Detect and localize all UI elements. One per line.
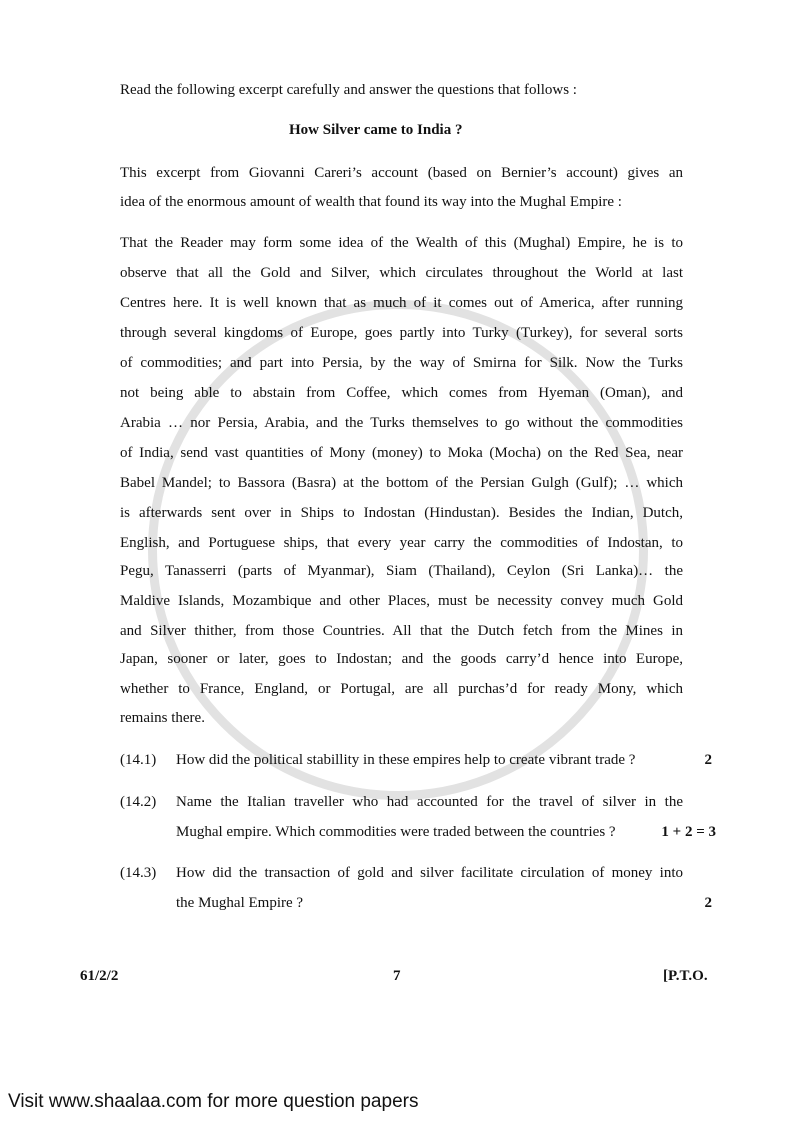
excerpt-line: Maldive Islands, Mozambique and other Places, must be necessity convey much Gold xyxy=(120,593,683,609)
excerpt-line: of India, send vast quantities of Mony (money) to Moka (Mocha) on the Red Sea, near xyxy=(120,445,683,461)
intro-line: This excerpt from Giovanni Careri’s account (based on Bernier’s account) gives an xyxy=(120,165,683,181)
paper-code: 61/2/2 xyxy=(80,968,119,984)
excerpt-line: whether to France, England, or Portugal, are all purchas’d for ready Mony, which xyxy=(120,681,683,697)
excerpt-line: Pegu, Tanasserri (parts of Myanmar), Siam (Thailand), Ceylon (Sri Lanka)… the xyxy=(120,563,683,579)
pto-label: [P.T.O. xyxy=(663,968,708,984)
excerpt-line: of commodities; and part into Persia, by the way of Smirna for Silk. Now the Turks xyxy=(120,355,683,371)
excerpt-title: How Silver came to India ? xyxy=(289,122,463,138)
question-marks: 2 xyxy=(704,752,712,768)
excerpt-line: through several kingdoms of Europe, goes partly into Turky (Turkey), for several sorts xyxy=(120,325,683,341)
excerpt-line: English, and Portuguese ships, that every year carry the commodities of Indostan, to xyxy=(120,535,683,551)
question-number: (14.3) xyxy=(120,865,157,881)
excerpt-line: is afterwards sent over in Ships to Indostan (Hindustan). Besides the Indian, Dutch, xyxy=(120,505,683,521)
question-number: (14.2) xyxy=(120,794,157,810)
excerpt-line: Japan, sooner or later, goes to Indostan; and the goods carry’d hence into Europe, xyxy=(120,651,683,667)
instruction: Read the following excerpt carefully and answer the questions that follows : xyxy=(120,82,577,98)
excerpt-line: remains there. xyxy=(120,710,205,726)
excerpt-line: That the Reader may form some idea of the Wealth of this (Mughal) Empire, he is to xyxy=(120,235,683,251)
page-number: 7 xyxy=(393,968,401,984)
question-marks: 1 + 2 = 3 xyxy=(661,824,716,840)
excerpt-line: Babel Mandel; to Bassora (Basra) at the bottom of the Persian Gulgh (Gulf); … which xyxy=(120,475,683,491)
shaalaa-banner-link[interactable]: Visit www.shaalaa.com for more question papers xyxy=(8,1091,419,1112)
question-text: Name the Italian traveller who had accounted for the travel of silver in the xyxy=(176,794,683,810)
question-text: How did the political stabillity in these empires help to create vibrant trade ? xyxy=(176,752,636,768)
excerpt-line: observe that all the Gold and Silver, which circulates throughout the World at last xyxy=(120,265,683,281)
excerpt-line: Centres here. It is well known that as much of it comes out of America, after running xyxy=(120,295,683,311)
question-number: (14.1) xyxy=(120,752,157,768)
question-marks: 2 xyxy=(704,895,712,911)
excerpt-line: not being able to abstain from Coffee, which comes from Hyeman (Oman), and xyxy=(120,385,683,401)
question-text: the Mughal Empire ? xyxy=(176,895,304,911)
intro-line: idea of the enormous amount of wealth that found its way into the Mughal Empire : xyxy=(120,194,622,210)
excerpt-line: Arabia … nor Persia, Arabia, and the Turks themselves to go without the commodities xyxy=(120,415,683,431)
excerpt-line: and Silver thither, from those Countries. All that the Dutch fetch from the Mines in xyxy=(120,623,683,639)
question-text: Mughal empire. Which commodities were traded between the countries ? xyxy=(176,824,616,840)
question-text: How did the transaction of gold and silver facilitate circulation of money into xyxy=(176,865,683,881)
